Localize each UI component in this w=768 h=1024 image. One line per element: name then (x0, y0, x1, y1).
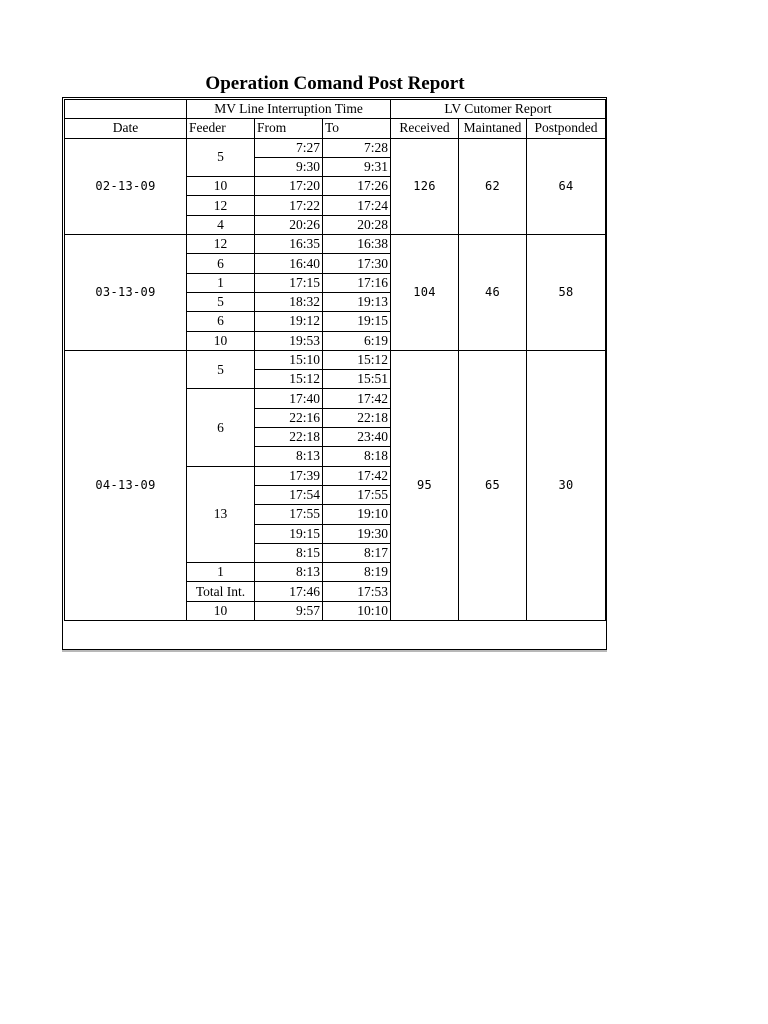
feeder-cell: 10 (187, 331, 255, 350)
to-time-cell: 17:42 (323, 466, 391, 485)
received-cell: 126 (391, 138, 459, 234)
header-feeder: Feeder (187, 119, 255, 138)
to-time-cell: 8:18 (323, 447, 391, 466)
to-time-cell: 7:28 (323, 138, 391, 157)
to-time-cell: 16:38 (323, 235, 391, 254)
to-time-cell: 17:26 (323, 177, 391, 196)
to-time-cell: 22:18 (323, 408, 391, 427)
feeder-cell: 12 (187, 235, 255, 254)
postponded-cell: 58 (527, 235, 606, 351)
date-cell: 02-13-09 (65, 138, 187, 234)
from-time-cell: 17:46 (255, 582, 323, 601)
to-time-cell: 8:17 (323, 543, 391, 562)
from-time-cell: 9:30 (255, 157, 323, 176)
feeder-cell: 6 (187, 254, 255, 273)
from-time-cell: 16:40 (255, 254, 323, 273)
feeder-cell: 10 (187, 177, 255, 196)
to-time-cell: 19:30 (323, 524, 391, 543)
feeder-cell: 12 (187, 196, 255, 215)
postponded-cell: 64 (527, 138, 606, 234)
from-time-cell: 20:26 (255, 215, 323, 234)
from-time-cell: 19:15 (255, 524, 323, 543)
from-time-cell: 17:55 (255, 505, 323, 524)
date-cell: 04-13-09 (65, 350, 187, 620)
from-time-cell: 15:10 (255, 350, 323, 369)
to-time-cell: 19:10 (323, 505, 391, 524)
from-time-cell: 17:22 (255, 196, 323, 215)
header-lv-customer-report: LV Cutomer Report (391, 100, 606, 119)
header-maintained: Maintaned (459, 119, 527, 138)
to-time-cell: 17:55 (323, 485, 391, 504)
header-to: To (323, 119, 391, 138)
from-time-cell: 19:53 (255, 331, 323, 350)
from-time-cell: 15:12 (255, 370, 323, 389)
to-time-cell: 19:15 (323, 312, 391, 331)
to-time-cell: 15:12 (323, 350, 391, 369)
from-time-cell: 17:15 (255, 273, 323, 292)
to-time-cell: 17:42 (323, 389, 391, 408)
feeder-cell: 6 (187, 312, 255, 331)
header-mv-line-interruption-time: MV Line Interruption Time (187, 100, 391, 119)
from-time-cell: 18:32 (255, 292, 323, 311)
maintained-cell: 46 (459, 235, 527, 351)
to-time-cell: 17:30 (323, 254, 391, 273)
from-time-cell: 8:15 (255, 543, 323, 562)
feeder-cell: 13 (187, 466, 255, 562)
feeder-cell: 1 (187, 563, 255, 582)
to-time-cell: 15:51 (323, 370, 391, 389)
feeder-cell: 5 (187, 350, 255, 389)
header-postponded: Postponded (527, 119, 606, 138)
from-time-cell: 17:40 (255, 389, 323, 408)
to-time-cell: 20:28 (323, 215, 391, 234)
from-time-cell: 17:39 (255, 466, 323, 485)
from-time-cell: 8:13 (255, 563, 323, 582)
maintained-cell: 65 (459, 350, 527, 620)
from-time-cell: 9:57 (255, 601, 323, 620)
header-blank-cell (65, 100, 187, 119)
feeder-cell: Total Int. (187, 582, 255, 601)
report-title: Operation Comand Post Report (205, 73, 465, 94)
feeder-cell: 1 (187, 273, 255, 292)
feeder-cell: 6 (187, 389, 255, 466)
table-row (65, 138, 606, 157)
date-cell: 03-13-09 (65, 235, 187, 351)
from-time-cell: 17:54 (255, 485, 323, 504)
to-time-cell: 17:53 (323, 582, 391, 601)
to-time-cell: 17:24 (323, 196, 391, 215)
to-time-cell: 23:40 (323, 428, 391, 447)
from-time-cell: 8:13 (255, 447, 323, 466)
feeder-cell: 4 (187, 215, 255, 234)
to-time-cell: 10:10 (323, 601, 391, 620)
table-row (65, 350, 606, 369)
header-received: Received (391, 119, 459, 138)
feeder-cell: 10 (187, 601, 255, 620)
to-time-cell: 9:31 (323, 157, 391, 176)
postponded-cell: 30 (527, 350, 606, 620)
feeder-cell: 5 (187, 292, 255, 311)
table-row (65, 235, 606, 254)
from-time-cell: 22:18 (255, 428, 323, 447)
report-table (64, 99, 606, 621)
to-time-cell: 6:19 (323, 331, 391, 350)
from-time-cell: 19:12 (255, 312, 323, 331)
to-time-cell: 17:16 (323, 273, 391, 292)
from-time-cell: 22:16 (255, 408, 323, 427)
header-date: Date (65, 119, 187, 138)
report-frame (62, 97, 607, 650)
from-time-cell: 17:20 (255, 177, 323, 196)
to-time-cell: 19:13 (323, 292, 391, 311)
header-row-columns (65, 119, 606, 138)
report-body (65, 138, 606, 620)
from-time-cell: 7:27 (255, 138, 323, 157)
feeder-cell: 5 (187, 138, 255, 177)
received-cell: 95 (391, 350, 459, 620)
header-row-group (65, 100, 606, 119)
to-time-cell: 8:19 (323, 563, 391, 582)
from-time-cell: 16:35 (255, 235, 323, 254)
received-cell: 104 (391, 235, 459, 351)
maintained-cell: 62 (459, 138, 527, 234)
header-from: From (255, 119, 323, 138)
